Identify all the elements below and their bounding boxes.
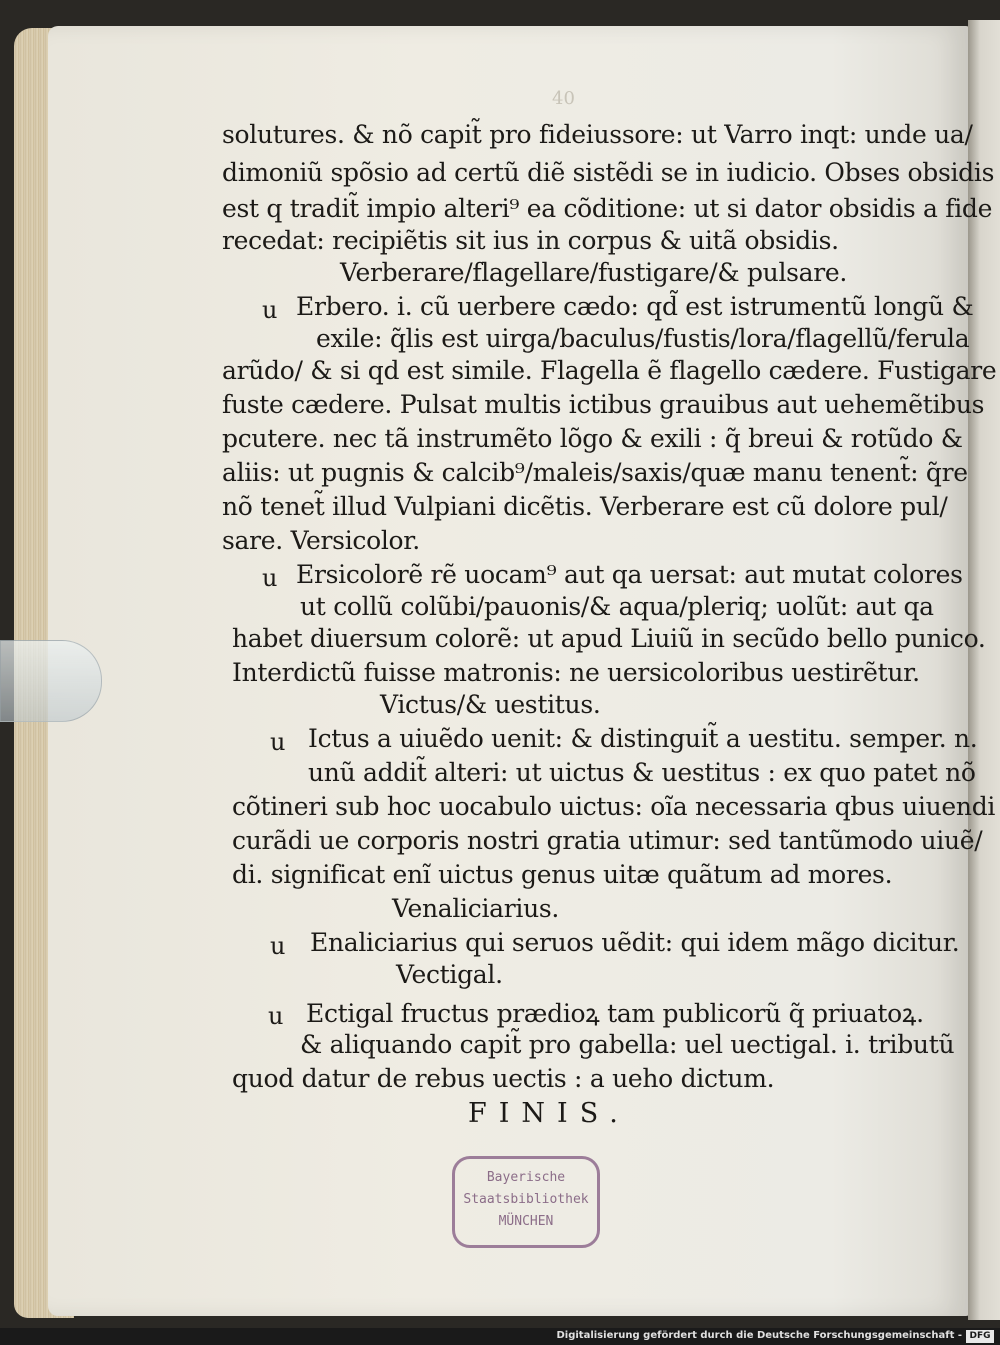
text-line: curãdi ue corporis nostri gratia utimur: sed tantũmodo uiuẽ/ bbox=[232, 826, 983, 855]
text-line: aliis: ut pugnis & calcib⁹/maleis/saxis/quæ manu tenent̃: q̃re bbox=[222, 458, 968, 487]
text-line: & aliquando capit̃ pro gabella: uel uectigal. i. tributũ bbox=[300, 1030, 955, 1059]
heading-line: Vectigal. bbox=[396, 960, 503, 989]
text-line: Erbero. i. cũ uerbere cædo: qd̃ est istrumentũ longũ & bbox=[296, 292, 974, 321]
margin-mark: u bbox=[262, 564, 278, 592]
text-line: di. significat enĩ uictus genus uitæ quãtum ad mores. bbox=[232, 860, 893, 889]
text-line: quod datur de rebus uectis : a ueho dictum. bbox=[232, 1064, 775, 1093]
margin-mark: u bbox=[268, 1002, 284, 1030]
library-stamp bbox=[452, 1156, 600, 1248]
stamp-line: Bayerische bbox=[486, 1170, 566, 1185]
text-line: est q tradit̃ impio alteri⁹ ea cõditione: ut si dator obsidis a fide bbox=[222, 194, 993, 223]
margin-mark: u bbox=[262, 296, 278, 324]
text-line: exile: q̃lis est uirga/baculus/fustis/lora/flagellũ/ferula bbox=[316, 324, 970, 353]
text-line: arũdo/ & si qd est simile. Flagella ẽ flagello cædere. Fustigare bbox=[222, 356, 997, 385]
text-line: Enaliciarius qui seruos uẽdit: qui idem mãgo dicitur. bbox=[310, 928, 960, 957]
margin-mark: u bbox=[270, 932, 286, 960]
finis-line: FINIS. bbox=[468, 1098, 630, 1129]
text-line: habet diuersum colorẽ: ut apud Liuiũ in secũdo bello punico. bbox=[232, 624, 986, 653]
stamp-line: MÜNCHEN bbox=[498, 1214, 554, 1229]
heading-line: Verberare/flagellare/fustigare/& pulsare. bbox=[340, 258, 848, 287]
text-line: solutures. & nõ capit̃ pro fideiussore: ut Varro inqt: unde ua/ bbox=[222, 120, 973, 149]
heading-line: Victus/& uestitus. bbox=[380, 690, 601, 719]
margin-mark: u bbox=[270, 728, 286, 756]
text-line: Ictus a uiuẽdo uenit: & distinguit̃ a uestitu. semper. n. bbox=[308, 724, 978, 753]
text-line: Interdictũ fuisse matronis: ne uersicoloribus uestirẽtur. bbox=[232, 658, 920, 687]
text-line: dimoniũ spõsio ad certũ diẽ sistẽdi se in iudicio. Obses obsidis bbox=[222, 158, 995, 187]
folio-number: 40 bbox=[552, 88, 575, 109]
text-line: pcutere. nec tã instrumẽto lõgo & exili : q̃ breui & rotũdo & bbox=[222, 424, 963, 453]
text-line: ut collũ colũbi/pauonis/& aqua/pleriq; uolũt: aut qa bbox=[300, 592, 934, 621]
text-line: Ersicolorẽ rẽ uocam⁹ aut qa uersat: aut mutat colores bbox=[296, 560, 963, 589]
stamp-line: Staatsbibliothek bbox=[463, 1192, 589, 1207]
funding-credit: Digitalisierung gefördert durch die Deutsche Forschungsgemeinschaft - bbox=[556, 1330, 962, 1341]
text-line: fuste cædere. Pulsat multis ictibus grauibus aut uehemẽtibus bbox=[222, 390, 985, 419]
text-line: recedat: recipiẽtis sit ius in corpus & uitã obsidis. bbox=[222, 226, 839, 255]
text-line: Ectigal fructus prædioꝝ tam publicorũ q̃ priuatoꝝ. bbox=[306, 999, 924, 1028]
dfg-logo: DFG bbox=[966, 1330, 994, 1343]
heading-line: Venaliciarius. bbox=[392, 894, 560, 923]
text-line: unũ addit̃ alteri: ut uictus & uestitus : ex quo patet nõ bbox=[308, 758, 976, 787]
text-line: sare. Versicolor. bbox=[222, 526, 420, 555]
text-line: cõtineri sub hoc uocabulo uictus: oĩa necessaria qbus uiuendi bbox=[232, 792, 996, 821]
text-line: nõ tenet̃ illud Vulpiani dicẽtis. Verberare est cũ dolore pul/ bbox=[222, 492, 948, 521]
